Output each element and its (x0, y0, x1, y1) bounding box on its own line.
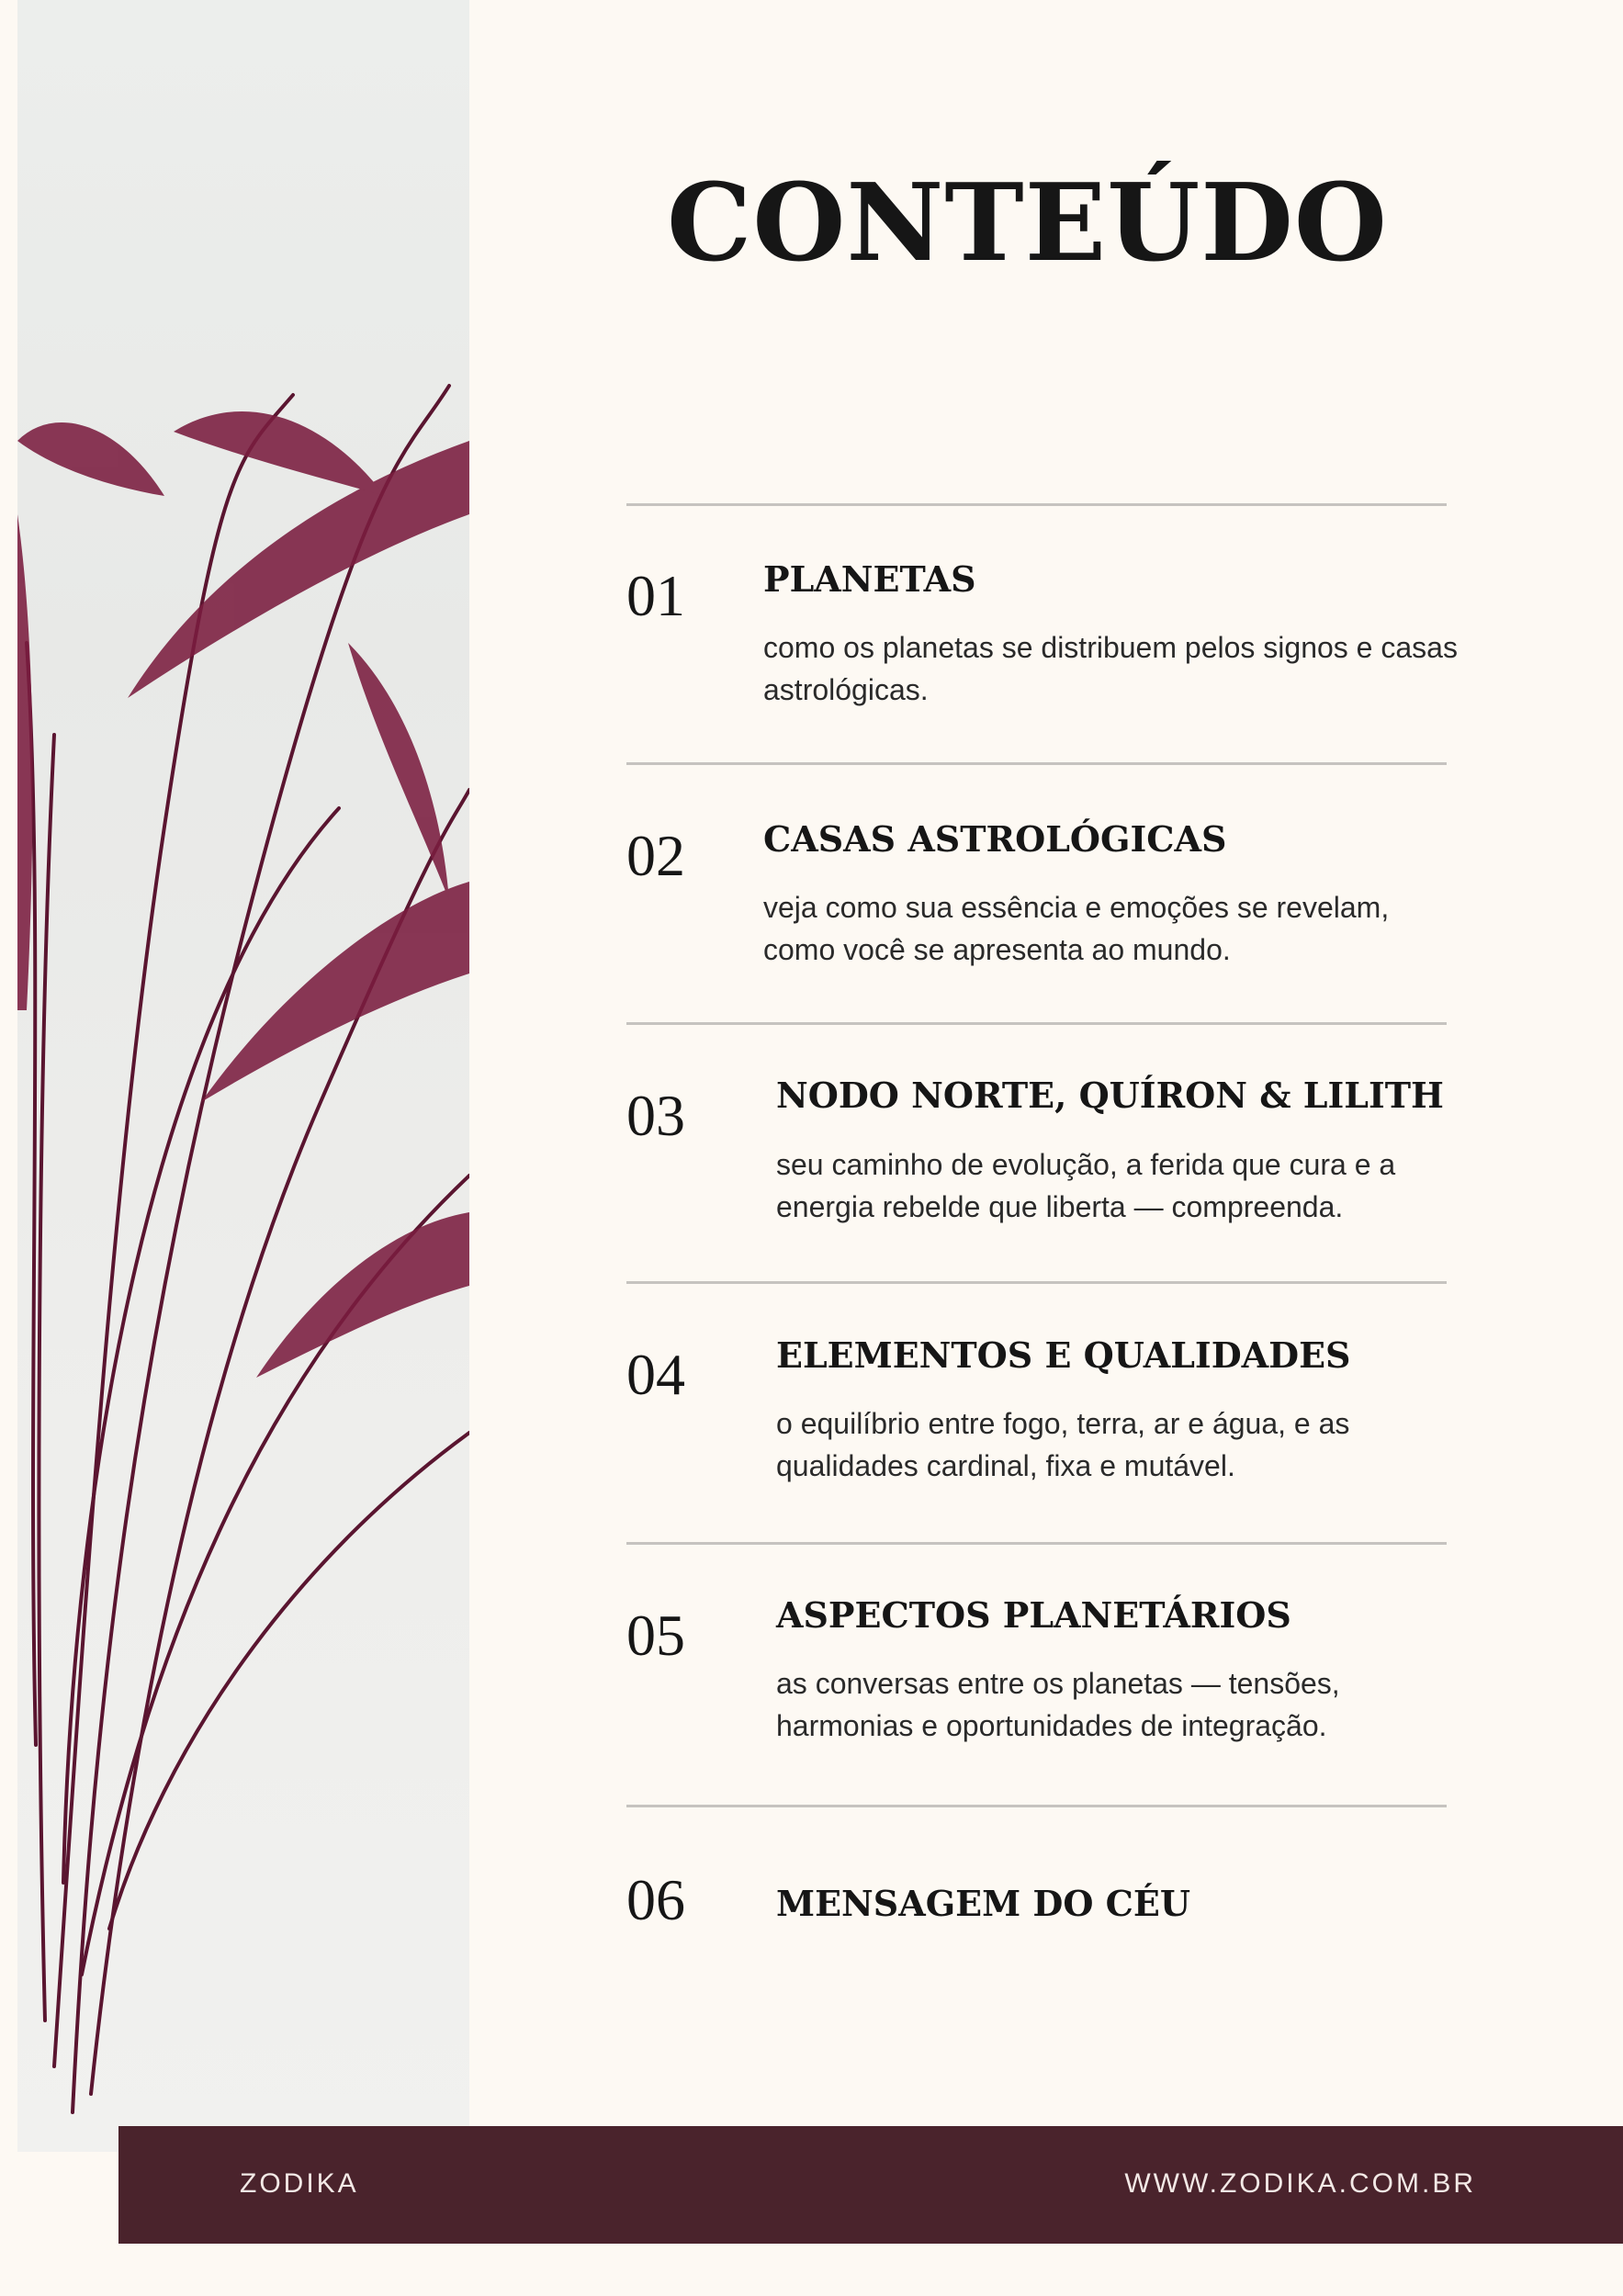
divider (626, 1542, 1447, 1545)
toc-description: veja como sua essência e emoções se revelam, como você se apresenta ao mundo. (763, 891, 1390, 966)
toc-title: ASPECTOS PLANETÁRIOS (776, 1594, 1291, 1636)
toc-number: 03 (626, 1083, 685, 1148)
toc-description: as conversas entre os planetas — tensões, harmonias e oportunidades de integração. (776, 1667, 1340, 1742)
toc-number: 02 (626, 823, 685, 888)
toc-description: o equilíbrio entre fogo, terra, ar e água, e as qualidades cardinal, fixa e mutável. (776, 1407, 1350, 1482)
divider (626, 1805, 1447, 1807)
feather-photo (17, 0, 469, 2152)
toc-title: CASAS ASTROLÓGICAS (763, 818, 1227, 860)
toc-title: ELEMENTOS E QUALIDADES (776, 1334, 1351, 1376)
toc-number: 05 (626, 1603, 685, 1668)
toc-description: seu caminho de evolução, a ferida que cura e a energia rebelde que liberta — compreenda. (776, 1148, 1396, 1223)
toc-title: MENSAGEM DO CÉU (776, 1883, 1191, 1924)
toc-number: 04 (626, 1342, 685, 1407)
footer-website-link[interactable]: WWW.ZODIKA.COM.BR (1124, 2168, 1476, 2199)
page-title: CONTEÚDO (667, 161, 1388, 286)
divider (626, 503, 1447, 506)
divider (626, 762, 1447, 765)
toc-number: 01 (626, 563, 685, 628)
footer-brand: ZODIKA (240, 2168, 359, 2199)
toc-description: como os planetas se distribuem pelos signos e casas astrológicas. (763, 631, 1458, 706)
divider (626, 1022, 1447, 1025)
toc-title: PLANETAS (763, 558, 976, 600)
toc-number: 06 (626, 1867, 685, 1932)
toc-title: NODO NORTE, QUÍRON & LILITH (776, 1075, 1444, 1116)
divider (626, 1281, 1447, 1284)
